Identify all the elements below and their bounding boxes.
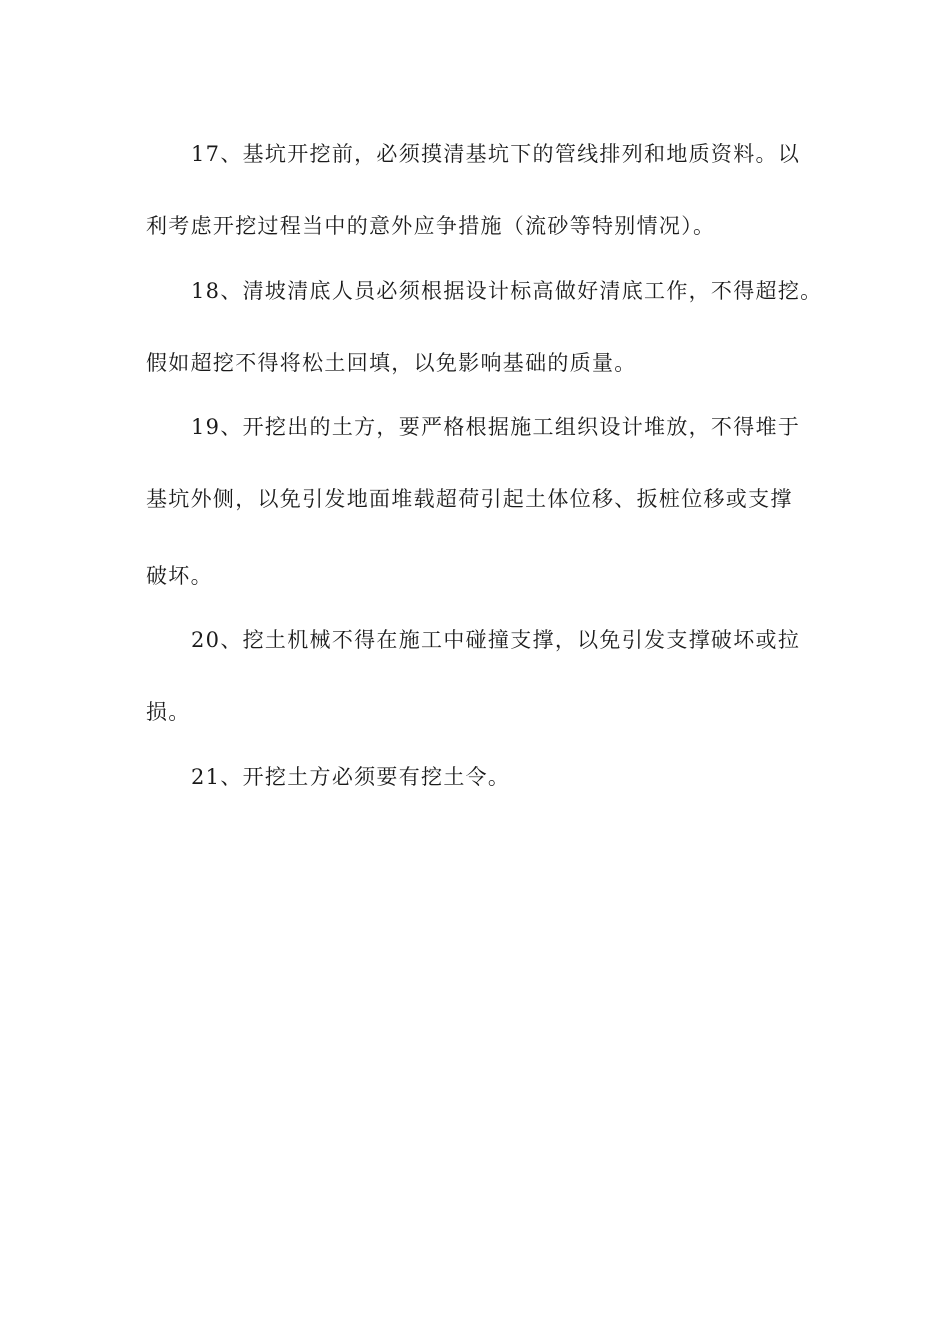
paragraph-line: 19、开挖出的土方，要严格根据施工组织设计堆放，不得堆于 [191,415,801,439]
paragraph-line: 基坑外侧，以免引发地面堆载超荷引起土体位移、扳桩位移或支撑 [146,487,793,511]
paragraph-line: 20、挖土机械不得在施工中碰撞支撑，以免引发支撑破坏或拉 [191,628,801,652]
paragraph-line: 17、基坑开挖前，必须摸清基坑下的管线排列和地质资料。以 [191,142,801,166]
paragraph-line: 假如超挖不得将松土回填，以免影响基础的质量。 [146,351,637,375]
paragraph-line: 利考虑开挖过程当中的意外应争措施（流砂等特别情况）。 [146,214,716,238]
paragraph-line: 21、开挖土方必须要有挖土令。 [191,765,511,789]
paragraph-line: 破坏。 [146,564,213,588]
paragraph-line: 18、清坡清底人员必须根据设计标高做好清底工作，不得超挖。 [191,279,823,303]
paragraph-line: 损。 [146,700,191,724]
